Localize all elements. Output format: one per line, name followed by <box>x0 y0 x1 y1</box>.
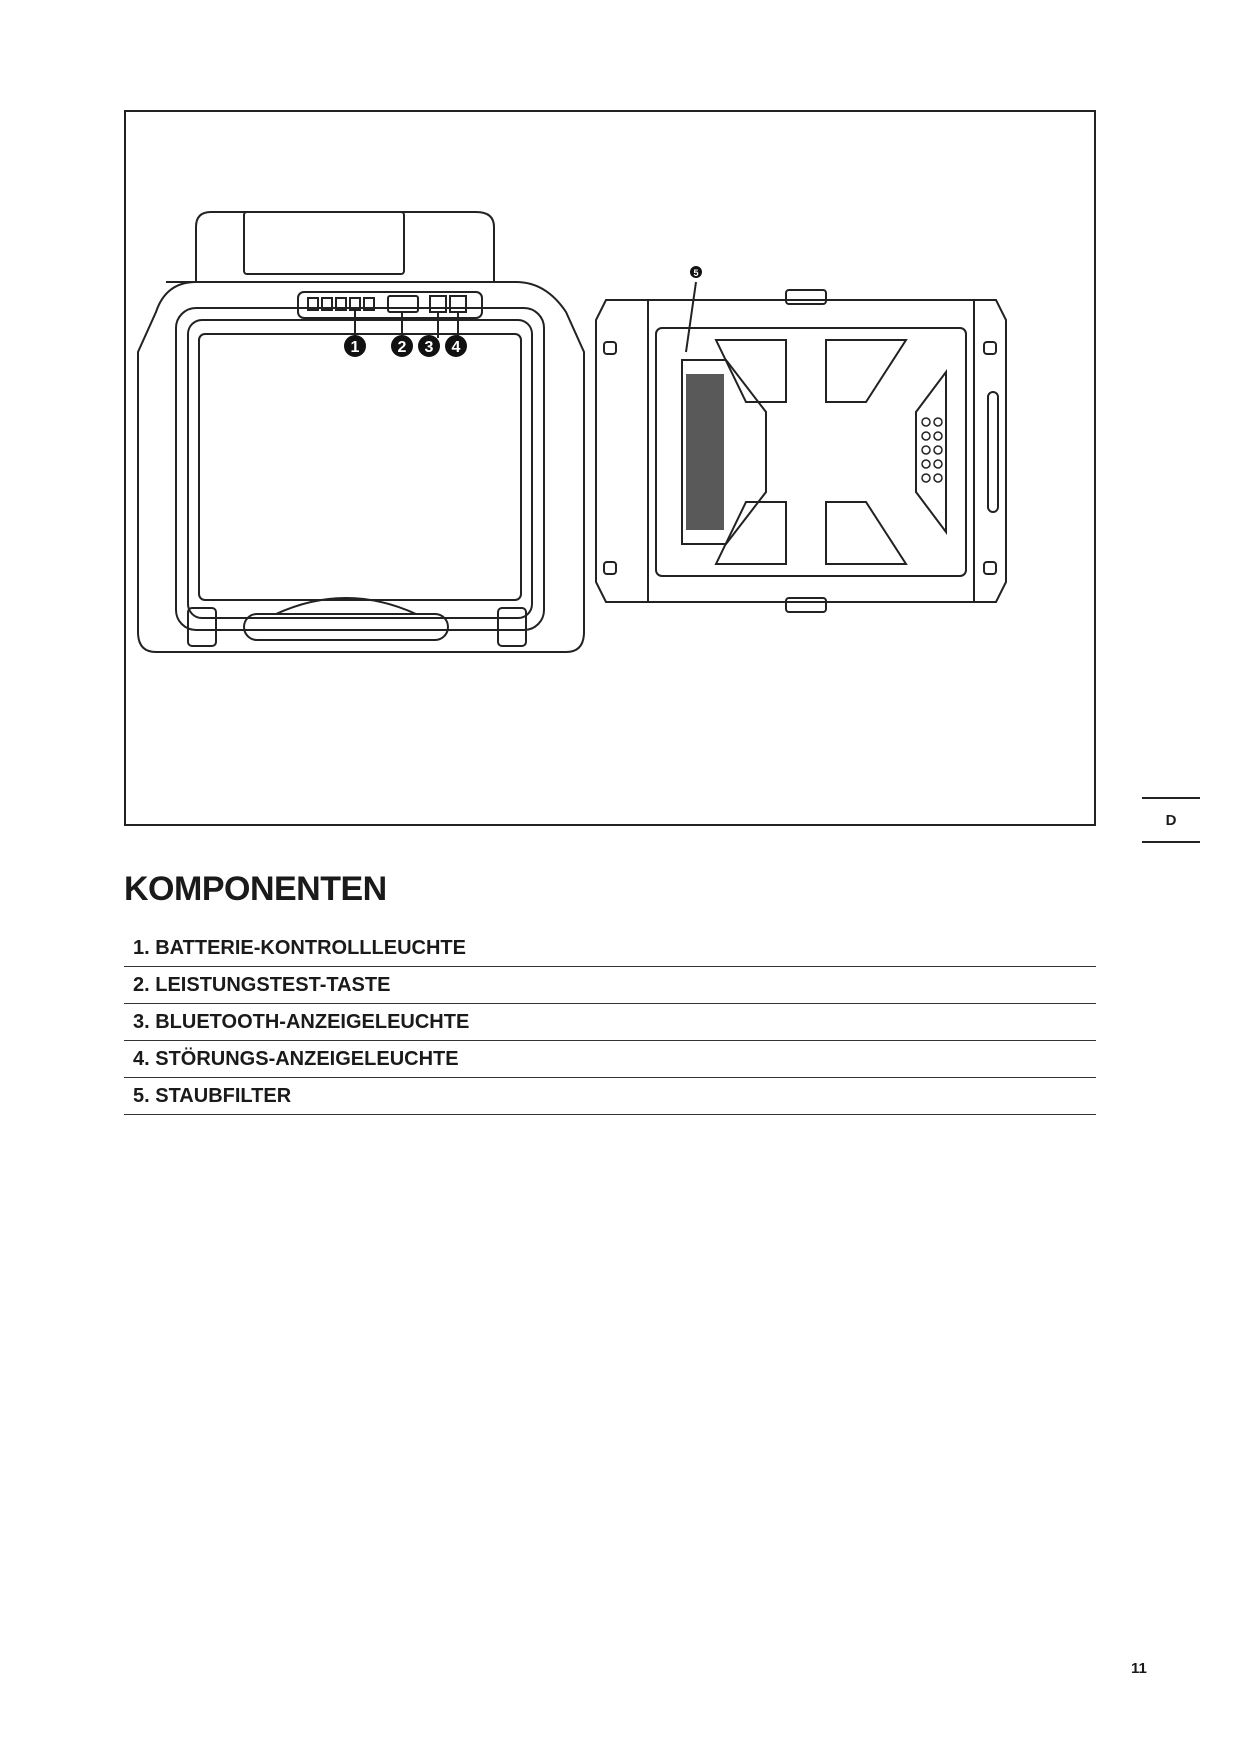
fault-led <box>450 296 466 312</box>
callout-4-label: 4 <box>451 339 461 356</box>
power-test-button <box>388 296 418 312</box>
device-front-panel <box>188 320 532 618</box>
list-item: 5. STAUBFILTER <box>124 1078 1096 1115</box>
device-front-frame <box>176 308 544 630</box>
handle-housing <box>196 212 494 282</box>
callout-1-label: 1 <box>350 339 360 356</box>
language-tab: D <box>1142 797 1200 843</box>
callout-2-label: 2 <box>397 339 407 356</box>
product-figure <box>124 110 1096 826</box>
callout-3-label: 3 <box>424 339 434 356</box>
page-number: 11 <box>1131 1660 1147 1677</box>
list-item: 2. LEISTUNGSTEST-TASTE <box>124 967 1096 1004</box>
list-item: 3. BLUETOOTH-ANZEIGELEUCHTE <box>124 1004 1096 1041</box>
callout-5-label: 5 <box>693 268 699 278</box>
list-item: 4. STÖRUNGS-ANZEIGELEUCHTE <box>124 1041 1096 1078</box>
handle <box>244 212 404 274</box>
list-item: 1. BATTERIE-KONTROLLLEUCHTE <box>124 930 1096 967</box>
section-title: KOMPONENTEN <box>124 870 387 908</box>
right-foot <box>498 608 526 646</box>
mesh-pattern <box>686 374 724 530</box>
bluetooth-led <box>430 296 446 312</box>
vent-holes <box>922 418 942 482</box>
device-illustration <box>126 112 1094 824</box>
device-top-outline <box>596 300 1006 602</box>
component-list <box>124 930 1096 1115</box>
device-front-inner <box>199 334 521 600</box>
